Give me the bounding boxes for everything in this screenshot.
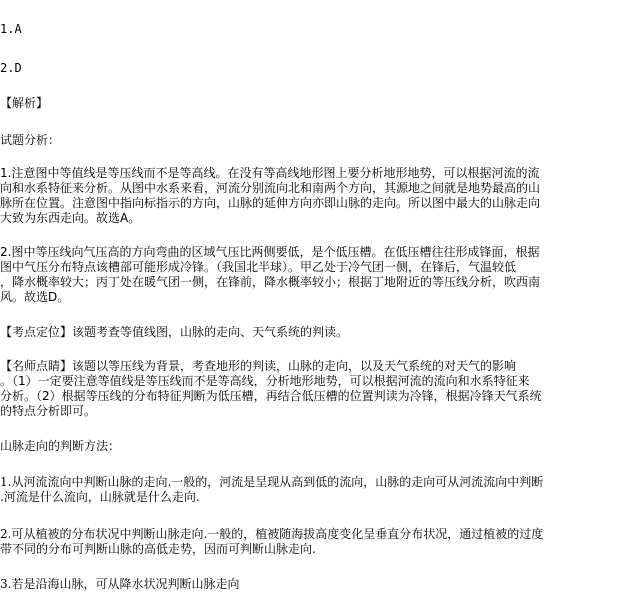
mingshi-line: 。（1）一定要注意等值线是等压线而不是等高线，分析地形地势，可以根据河流的流向和水系特征来	[0, 374, 530, 388]
kaodian-line: 【考点定位】该题考查等值线图，山脉的走向、天气系统的判读。	[0, 325, 349, 339]
analysis-2-line: 风。故选D。	[0, 290, 70, 304]
analysis-2-line: 2.图中等压线向气压高的方向弯曲的区域气压比两侧要低，是个低压槽。在低压槽往往形成锋面，根据	[0, 245, 540, 259]
analysis-1-line: 向和水系特征来分析。从图中水系来看，河流分别流向北和南两个方向，其源地之间就是地势最高的山	[0, 181, 541, 195]
mingshi-line: 【名师点睛】该题以等压线为背景，考查地形的判读，山脉的走向，以及天气系统的对天气的影响	[0, 359, 517, 373]
analysis-1-line: 脉所在位置。注意图中指向标指示的方向，山脉的延伸方向亦即山脉的走向。所以图中最大的山脉走向	[0, 196, 541, 210]
answer-2: 2.D	[0, 61, 22, 75]
answer-1: 1.A	[0, 22, 22, 36]
analysis-1-line: 1.注意图中等值线是等压线而不是等高线。在没有等高线地形图上要分析地形地势，可以根据河流的流	[0, 166, 540, 180]
analysis-2-line: 图中气压分布特点该槽部可能形成冷锋。（我国北半球）。甲乙处于冷气团一侧，在锋后，气温较低	[0, 260, 517, 274]
analysis-1-line: 大致为东西走向。故选A。	[0, 211, 141, 225]
method-3-line: 3.若是沿海山脉，可从降水状况判断山脉走向	[0, 577, 240, 591]
test-analysis-label: 试题分析：	[0, 133, 61, 147]
mingshi-line: 的特点分析即可。	[0, 404, 97, 418]
method-1-line: .河流是什么流向，山脉就是什么走向.	[0, 490, 200, 504]
method-title: 山脉走向的判断方法：	[0, 439, 121, 453]
method-2-line: 2.可从植被的分布状况中判断山脉走向.一般的，植被随海拔高度变化呈垂直分布状况，通过植被的过度	[0, 527, 544, 541]
method-1-line: 1.从河流流向中判断山脉的走向.一般的，河流是呈现从高到低的流向，山脉的走向可从河流流向中判断	[0, 475, 544, 489]
analysis-2-line: ，降水概率较大；丙丁处在暖气团一侧，在锋前，降水概率较小；根据丁地附近的等压线分析，吹西南	[0, 275, 541, 289]
mingshi-line: 分析。（2）根据等压线的分布特征判断为低压槽，再结合低压槽的位置判读为冷锋，根据冷锋天气系统	[0, 389, 542, 403]
method-2-line: 带不同的分布可判断山脉的高低走势，因而可判断山脉走向.	[0, 542, 316, 556]
analysis-heading: 【解析】	[0, 96, 49, 110]
